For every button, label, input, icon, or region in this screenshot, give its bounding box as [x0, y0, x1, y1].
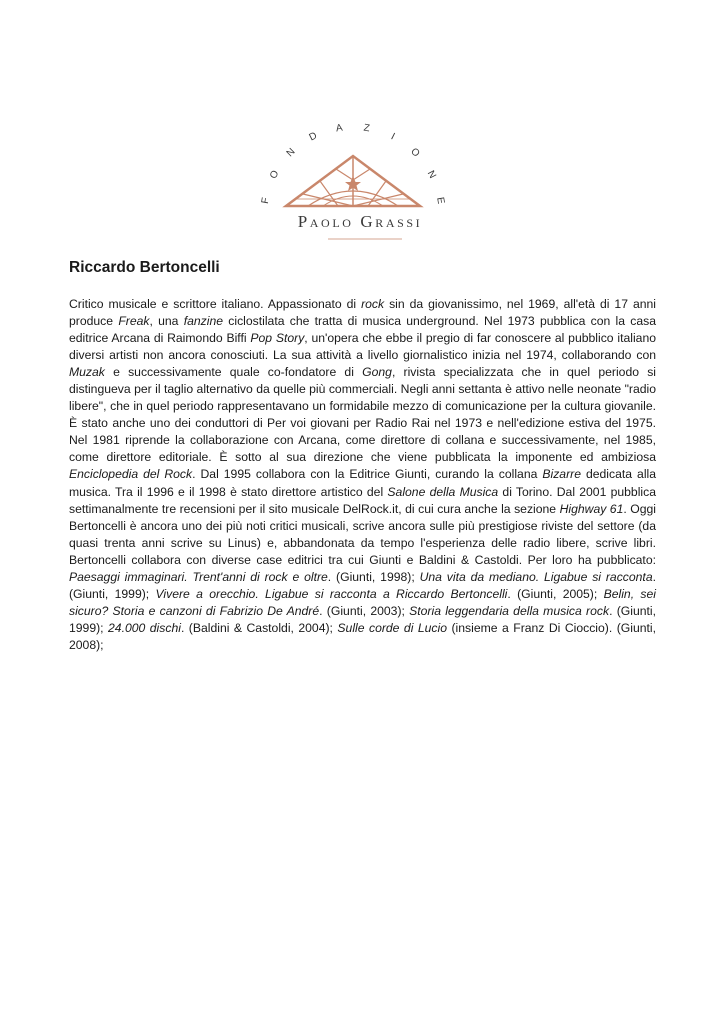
bio-text-run: (insieme a Franz Di Cioccio). (Giunti, 2008);: [69, 620, 656, 652]
logo-arc-letter: N: [284, 146, 298, 160]
logo-name: Paolo Grassi: [297, 212, 423, 231]
logo-arc-letter: I: [389, 131, 397, 143]
bio-text-run: . Oggi Bertoncelli è ancora uno dei più noti critici musicali, scrive ancora sulle più prestigiose riviste del settore (da quasi trenta anni scrive su Linus) e, abbandonata da tempo l'esperienza delle radio libere, scrive libri. Bertoncelli collabora con diverse case editrici tra cui Giunti e Baldini & Castoldi. Per loro ha pubblicato:: [69, 501, 656, 567]
bio-text-run: . (Giunti, 1999);: [69, 569, 656, 601]
bio-italic-run: Storia leggendaria della musica rock: [409, 603, 610, 618]
bio-text-run: . (Giunti, 1999);: [69, 603, 656, 635]
bio-text-run: di Torino. Dal 2001 pubblica settimanalmente tre recensioni per il sito musicale DelRock.it, di cui cura anche la sezione: [69, 484, 657, 516]
bio-text-run: . (Giunti, 1998);: [327, 569, 420, 584]
bio-italic-run: Vivere a orecchio. Ligabue si racconta a Riccardo Bertoncelli: [155, 586, 508, 601]
logo-arc-letter: F: [259, 196, 272, 205]
bio-text-run: ciclostilata che tratta di musica underground. Nel 1973 pubblica con la casa editrice Arcana di Raimondo Biffi: [69, 314, 656, 346]
bio-text-run: , una: [149, 314, 184, 329]
logo-arc-letter: O: [268, 168, 282, 181]
bio-italic-run: Paesaggi immaginari. Trent'anni di rock e oltre: [69, 569, 328, 584]
bio-italic-run: Freak: [118, 314, 150, 329]
logo-arc-letter: Z: [362, 122, 371, 135]
page-title: Riccardo Bertoncelli: [69, 259, 220, 276]
logo-arc-letter: O: [408, 146, 422, 160]
bio-italic-run: Pop Story: [250, 331, 305, 346]
bio-text-run: Critico musicale e scrittore italiano. Appassionato di: [69, 297, 362, 311]
bio-italic-run: fanzine: [183, 314, 224, 329]
bio-italic-run: Gong: [362, 365, 392, 380]
bio-italic-run: Enciclopedia del Rock: [69, 467, 193, 482]
bio-text-run: . Dal 1995 collabora con la Editrice Giunti, curando la collana: [192, 467, 543, 482]
bio-italic-run: Belin, sei sicuro? Storia e canzoni di Fabrizio De André: [69, 586, 656, 618]
logo-arc-letter: N: [424, 168, 438, 181]
bio-italic-run: Una vita da mediano. Ligabue si racconta: [419, 569, 653, 584]
bio-italic-run: Sulle corde di Lucio: [337, 620, 448, 635]
bio-text-run: , rivista specializzata che in quel periodo si distingueva per il taglio alternativo da quelle più commerciali. Negli anni settanta è attivo nelle neonate "radio libere", che in quel periodo rappresentavano un formidabile mezzo di comunicazione per la cultura giovanile. È stato anche uno dei conduttori di Per voi giovani per Radio Rai nel 1973 e nell'edizione estiva del 1975. Nel 1981 riprende la collaborazione con Arcana, come direttore di collana e successivamente, nel 1985, come direttore editoriale. È sotto al sua direzione che viene pubblicata la imponente ed ambiziosa: [69, 365, 656, 465]
biography-paragraph: [69, 296, 656, 654]
bio-italic-run: Salone della Musica: [387, 484, 499, 499]
bio-italic-run: rock: [361, 297, 385, 311]
logo-arc-letter: A: [335, 122, 344, 135]
bio-text-run: e successivamente quale co-fondatore di: [104, 365, 363, 380]
bio-italic-run: Muzak: [69, 365, 105, 380]
bio-text-run: sin da giovanissimo, nel 1969, all'età di 17 anni produce: [69, 297, 656, 329]
bio-italic-run: Highway 61: [559, 501, 624, 516]
bio-text-run: , un'opera che ebbe il pregio di far conoscere al pubblico italiano diversi artisti non ancora conosciuti. La sua attività a livello giornalistico inizia nel 1974, collaborando con: [69, 331, 656, 363]
bio-text-run: dedicata alla musica. Tra il 1996 e il 1998 è stato direttore artistico del: [69, 467, 657, 499]
bio-text-run: . (Giunti, 2003);: [319, 603, 410, 618]
bio-italic-run: Bizarre: [542, 467, 581, 482]
logo-arc-letter: D: [307, 130, 319, 144]
bio-text-run: . (Baldini & Castoldi, 2004);: [180, 620, 338, 635]
bio-text-run: . (Giunti, 2005);: [507, 586, 604, 601]
fondazione-paolo-grassi-logo: [248, 98, 472, 248]
logo-arc-letter: E: [434, 196, 447, 205]
bio-italic-run: 24.000 dischi: [108, 620, 181, 635]
